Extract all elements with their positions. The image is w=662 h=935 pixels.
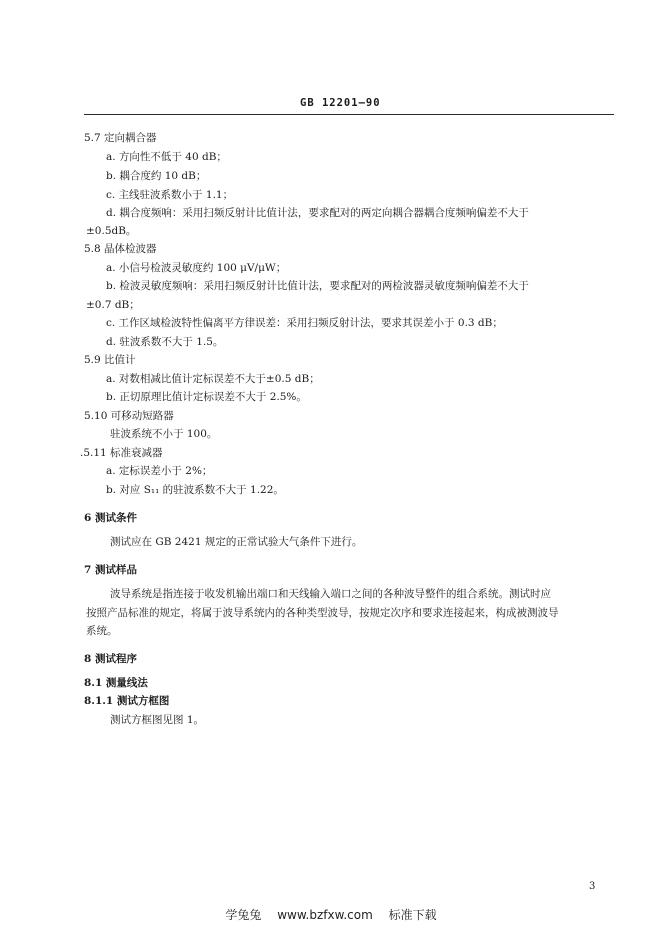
paragraph: 测试方框图见图 1。	[110, 714, 205, 726]
list-item: b. 耦合度约 10 dB；	[106, 170, 207, 182]
list-item: b. 正切原理比值计定标误差不大于 2.5%。	[106, 391, 307, 403]
paragraph: 测试应在 GB 2421 规定的正常试验大气条件下进行。	[110, 536, 363, 548]
section-heading-6: 6 测试条件	[84, 512, 137, 524]
site-footer	[0, 906, 662, 923]
list-item: a. 方向性不低于 40 dB；	[106, 151, 227, 163]
paragraph: 驻波系统不小于 100。	[110, 428, 218, 440]
section-heading-5-9: 5.9 比值计	[84, 354, 136, 366]
footer-site-url[interactable]: www.bzfxw.com	[277, 908, 373, 922]
section-heading-8-1: 8.1 测量线法	[84, 677, 148, 689]
header-rule	[84, 114, 614, 115]
list-item: c. 主线驻波系数小于 1.1；	[106, 189, 234, 201]
list-item: c. 工作区域检波特性偏离平方律误差：采用扫频反射计法，要求其误差小于 0.3 dB；	[106, 317, 503, 329]
section-heading-8: 8 测试程序	[84, 653, 137, 665]
footer-site-name: 学兔兔	[225, 908, 262, 922]
standard-code-header: GB 12201—90	[300, 97, 381, 109]
section-heading-5-11: .5.11 标准衰减器	[80, 447, 163, 459]
paragraph-line: 按照产品标准的规定，将属于波导系统内的各种类型波导，按规定次序和要求连接起来，构成被测波导	[86, 607, 559, 619]
section-heading-5-10: 5.10 可移动短路器	[84, 410, 174, 422]
list-item: d. 耦合度频响：采用扫频反射计比值计法，要求配对的两定向耦合器耦合度频响偏差不大于	[106, 207, 529, 219]
list-item: d. 驻波系数不大于 1.5。	[106, 336, 224, 348]
paragraph-line: 波导系统是指连接于收发机输出端口和天线输入端口之间的各种波导整件的组合系统。测试时应	[110, 588, 551, 600]
footer-site-slogan: 标准下载	[388, 908, 437, 922]
list-item: a. 对数相减比值计定标误差不大于±0.5 dB；	[106, 373, 320, 385]
section-heading-5-7: 5.7 定向耦合器	[84, 132, 157, 144]
list-item: b. 对应 S₁₁ 的驻波系数不大于 1.22。	[106, 484, 284, 496]
paragraph-line: 系统。	[86, 625, 118, 637]
list-item: a. 定标误差小于 2%；	[106, 465, 213, 477]
page-number: 3	[589, 881, 596, 892]
list-item-continuation: ±0.7 dB；	[86, 299, 140, 311]
section-heading-8-1-1: 8.1.1 测试方框图	[84, 695, 170, 707]
section-heading-7: 7 测试样品	[84, 564, 137, 576]
list-item: b. 检波灵敏度频响：采用扫频反射计比值计法，要求配对的两检波器灵敏度频响偏差不大于	[106, 280, 529, 292]
section-heading-5-8: 5.8 晶体检波器	[84, 243, 157, 255]
list-item-continuation: ±0.5dB。	[86, 225, 137, 237]
list-item: a. 小信号检波灵敏度约 100 μV/μW；	[106, 262, 287, 274]
